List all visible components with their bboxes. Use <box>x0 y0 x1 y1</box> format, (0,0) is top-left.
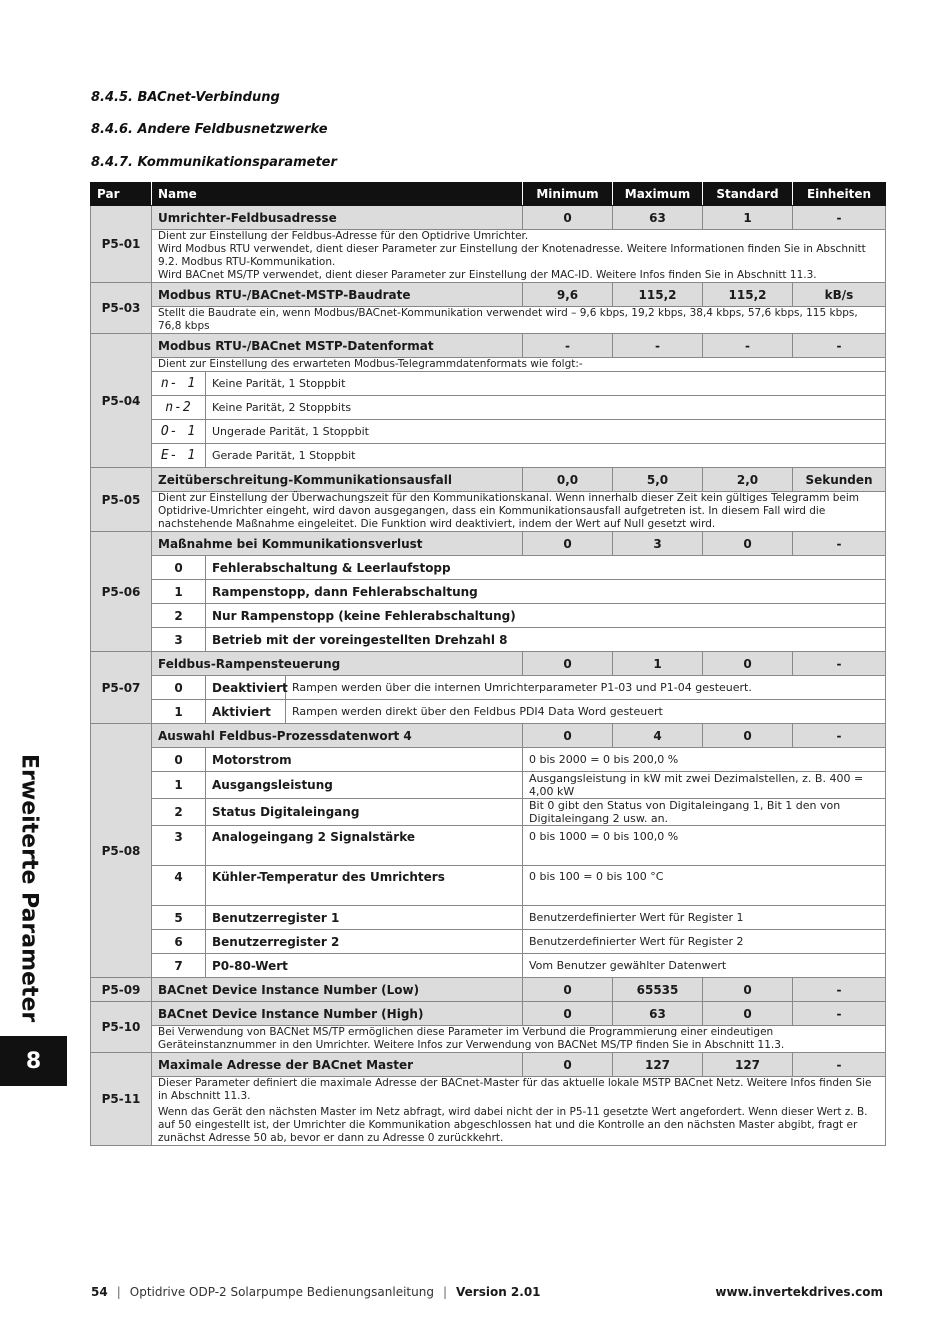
param-default: 115,2 <box>703 283 793 307</box>
option-code: 7 <box>152 954 206 978</box>
option-code: 1 <box>152 700 206 724</box>
option-row <box>91 748 886 772</box>
param-max: 1 <box>613 652 703 676</box>
option-row <box>91 799 886 826</box>
param-min: 0 <box>523 206 613 230</box>
chapter-sidebar-title: Erweiterte Parameter <box>16 753 42 1023</box>
desc-line: Dient zur Einstellung der Feldbus-Adresse für den Optidrive Umrichter. <box>158 230 529 242</box>
param-max: 127 <box>613 1053 703 1077</box>
param-name: Modbus RTU-/BACnet MSTP-Datenformat <box>152 334 523 358</box>
option-label: Benutzerregister 1 <box>206 906 523 930</box>
param-id: P5-01 <box>91 206 152 283</box>
param-unit: - <box>793 1053 886 1077</box>
param-unit: - <box>793 334 886 358</box>
param-default: 0 <box>703 1002 793 1026</box>
param-max: 63 <box>613 1002 703 1026</box>
option-text: Rampen werden über die internen Umrichterparameter P1-03 und P1-04 gesteuert. <box>286 676 886 700</box>
param-name: Auswahl Feldbus-Prozessdatenwort 4 <box>152 724 523 748</box>
param-desc-row <box>91 492 886 532</box>
param-default: 0 <box>703 652 793 676</box>
param-description: Bei Verwendung von BACNet MS/TP ermöglichen diese Parameter im Verbund die Programmierung einer eindeutigen Geräteinstanznummer in den Umrichter. Weitere Infos zur Verwendung von BACNet MS/TP finden Sie in Abschnitt 11.3. <box>152 1026 886 1053</box>
param-id: P5-04 <box>91 334 152 468</box>
desc-line: Wenn das Gerät den nächsten Master im Netz abfragt, wird dabei nicht der in P5-11 gesetzte Wert angefordert. Wenn dieser Wert z. B. auf 50 eingestellt ist, der Umrichter die Kommunikation abgeschlossen hat und die Kontrolle an den nächsten Master abgibt, fragt er zunächst Adresse 50 ab, bevor er dann zu Adresse 0 zurückkehrt. <box>158 1106 868 1144</box>
param-id: P5-11 <box>91 1053 152 1146</box>
option-code: E- 1 <box>152 444 206 468</box>
option-text: Fehlerabschaltung & Leerlaufstopp <box>206 556 886 580</box>
table-header-row <box>91 183 886 206</box>
param-desc-row <box>91 230 886 283</box>
param-max: 4 <box>613 724 703 748</box>
option-text: 0 bis 100 = 0 bis 100 °C <box>523 866 886 906</box>
header-name: Name <box>152 183 523 206</box>
param-name: Maßnahme bei Kommunikationsverlust <box>152 532 523 556</box>
param-min: 0 <box>523 978 613 1002</box>
option-text: Rampen werden direkt über den Feldbus PDI4 Data Word gesteuert <box>286 700 886 724</box>
param-row-p5-06 <box>91 532 886 556</box>
option-text: Ungerade Parität, 1 Stoppbit <box>206 420 886 444</box>
param-max: 5,0 <box>613 468 703 492</box>
param-id: P5-03 <box>91 283 152 334</box>
param-unit: - <box>793 1002 886 1026</box>
param-default: 2,0 <box>703 468 793 492</box>
param-default: 0 <box>703 978 793 1002</box>
param-max: 63 <box>613 206 703 230</box>
header-units: Einheiten <box>793 183 886 206</box>
option-row <box>91 444 886 468</box>
option-code: 0 <box>152 748 206 772</box>
option-code: 6 <box>152 930 206 954</box>
param-description: Dient zur Einstellung der Überwachungszeit für den Kommunikationskanal. Wenn innerhalb dieser Zeit kein gültiges Telegramm beim Optidrive-Umrichter eingeht, wird davon ausgegangen, dass ein Kommunikationsausfall aufgetreten ist. In diesem Fall wird die nachstehende Maßnahme eingeleitet. Die Funktion wird deaktiviert, indem der Wert auf Null gesetzt wird. <box>152 492 886 532</box>
document-title: Optidrive ODP-2 Solarpumpe Bedienungsanleitung <box>129 1285 434 1299</box>
option-label: Status Digitaleingang <box>206 799 523 826</box>
param-min: 0,0 <box>523 468 613 492</box>
param-desc-row <box>91 307 886 334</box>
header-standard: Standard <box>703 183 793 206</box>
option-code: 2 <box>152 799 206 826</box>
footer-separator: | <box>116 1285 121 1299</box>
param-description: Dient zur Einstellung des erwarteten Modbus-Telegrammdatenformats wie folgt:- <box>152 358 886 372</box>
param-min: 9,6 <box>523 283 613 307</box>
param-default: - <box>703 334 793 358</box>
option-text: Nur Rampenstopp (keine Fehlerabschaltung) <box>206 604 886 628</box>
chapter-number-tab: 8 <box>0 1036 67 1086</box>
param-desc-row <box>91 1077 886 1146</box>
option-row <box>91 866 886 906</box>
option-label: Analogeingang 2 Signalstärke <box>206 826 523 866</box>
param-min: 0 <box>523 532 613 556</box>
section-heading-other-fieldbus: 8.4.6. Andere Feldbusnetzwerke <box>91 122 328 137</box>
option-text: Rampenstopp, dann Fehlerabschaltung <box>206 580 886 604</box>
param-id: P5-08 <box>91 724 152 978</box>
option-text: Keine Parität, 2 Stoppbits <box>206 396 886 420</box>
option-label: Ausgangsleistung <box>206 772 523 799</box>
param-default: 0 <box>703 532 793 556</box>
parameter-table <box>90 182 886 1146</box>
param-description <box>152 230 886 283</box>
param-unit: - <box>793 532 886 556</box>
param-id: P5-05 <box>91 468 152 532</box>
param-id: P5-06 <box>91 532 152 652</box>
option-label: Deaktiviert <box>206 676 286 700</box>
param-name: Maximale Adresse der BACnet Master <box>152 1053 523 1077</box>
param-row-p5-11 <box>91 1053 886 1077</box>
option-text: Betrieb mit der voreingestellten Drehzahl 8 <box>206 628 886 652</box>
option-row <box>91 396 886 420</box>
param-unit: Sekunden <box>793 468 886 492</box>
param-default: 0 <box>703 724 793 748</box>
option-code: 4 <box>152 866 206 906</box>
option-text: 0 bis 1000 = 0 bis 100,0 % <box>523 826 886 866</box>
param-default: 1 <box>703 206 793 230</box>
option-label: Aktiviert <box>206 700 286 724</box>
param-row-p5-08 <box>91 724 886 748</box>
desc-line: Dieser Parameter definiert die maximale Adresse der BACnet-Master für das aktuelle lokale MSTP BACnet Netz. Weitere Infos finden Sie in Abschnitt 11.3. <box>158 1077 872 1102</box>
param-row-p5-03 <box>91 283 886 307</box>
option-code: 1 <box>152 580 206 604</box>
param-row-p5-07 <box>91 652 886 676</box>
section-heading-comm-params: 8.4.7. Kommunikationsparameter <box>91 155 337 170</box>
option-text: Ausgangsleistung in kW mit zwei Dezimalstellen, z. B. 400 = 4,00 kW <box>523 772 886 799</box>
param-min: 0 <box>523 724 613 748</box>
option-row <box>91 700 886 724</box>
option-code: n- 1 <box>152 372 206 396</box>
param-row-p5-04 <box>91 334 886 358</box>
param-name: BACnet Device Instance Number (Low) <box>152 978 523 1002</box>
option-text: Bit 0 gibt den Status von Digitaleingang 1, Bit 1 den von Digitaleingang 2 usw. an. <box>523 799 886 826</box>
option-text: Keine Parität, 1 Stoppbit <box>206 372 886 396</box>
header-minimum: Minimum <box>523 183 613 206</box>
param-name: Feldbus-Rampensteuerung <box>152 652 523 676</box>
option-label: Benutzerregister 2 <box>206 930 523 954</box>
param-min: 0 <box>523 1002 613 1026</box>
param-desc-row <box>91 1026 886 1053</box>
desc-line: Wird BACnet MS/TP verwendet, dient dieser Parameter zur Einstellung der MAC-ID. Weitere Infos finden Sie in Abschnitt 11.3. <box>158 269 817 281</box>
option-row <box>91 628 886 652</box>
option-text: Vom Benutzer gewählter Datenwert <box>523 954 886 978</box>
option-text: Benutzerdefinierter Wert für Register 2 <box>523 930 886 954</box>
param-min: 0 <box>523 1053 613 1077</box>
param-row-p5-09 <box>91 978 886 1002</box>
param-desc-row <box>91 358 886 372</box>
param-unit: - <box>793 978 886 1002</box>
param-name: Umrichter-Feldbusadresse <box>152 206 523 230</box>
param-unit: - <box>793 724 886 748</box>
footer-separator: | <box>442 1285 448 1299</box>
param-min: - <box>523 334 613 358</box>
param-min: 0 <box>523 652 613 676</box>
option-row <box>91 420 886 444</box>
param-unit: - <box>793 652 886 676</box>
param-name: Zeitüberschreitung-Kommunikationsausfall <box>152 468 523 492</box>
option-text: 0 bis 2000 = 0 bis 200,0 % <box>523 748 886 772</box>
param-row-p5-05 <box>91 468 886 492</box>
option-row <box>91 372 886 396</box>
option-code: 3 <box>152 826 206 866</box>
option-row <box>91 676 886 700</box>
param-id: P5-07 <box>91 652 152 724</box>
option-row <box>91 930 886 954</box>
param-unit: - <box>793 206 886 230</box>
option-label: P0-80-Wert <box>206 954 523 978</box>
option-label: Motorstrom <box>206 748 523 772</box>
param-description <box>152 1077 886 1146</box>
option-text: Gerade Parität, 1 Stoppbit <box>206 444 886 468</box>
option-label: Kühler-Temperatur des Umrichters <box>206 866 523 906</box>
param-max: 65535 <box>613 978 703 1002</box>
website-link[interactable]: www.invertekdrives.com <box>715 1285 883 1299</box>
param-max: 3 <box>613 532 703 556</box>
option-code: 3 <box>152 628 206 652</box>
page-footer <box>91 1285 883 1299</box>
option-row <box>91 556 886 580</box>
option-row <box>91 580 886 604</box>
option-row <box>91 772 886 799</box>
option-row <box>91 826 886 866</box>
option-code: 0 <box>152 676 206 700</box>
param-unit: kB/s <box>793 283 886 307</box>
param-id: P5-10 <box>91 1002 152 1053</box>
option-code: 2 <box>152 604 206 628</box>
option-code: O- 1 <box>152 420 206 444</box>
param-default: 127 <box>703 1053 793 1077</box>
option-row <box>91 954 886 978</box>
param-name: Modbus RTU-/BACnet-MSTP-Baudrate <box>152 283 523 307</box>
param-max: - <box>613 334 703 358</box>
option-code: 0 <box>152 556 206 580</box>
param-row-p5-10 <box>91 1002 886 1026</box>
option-text: Benutzerdefinierter Wert für Register 1 <box>523 906 886 930</box>
header-par: Par <box>91 183 152 206</box>
page-number: 54 <box>91 1285 108 1299</box>
option-code: n-2 <box>152 396 206 420</box>
param-max: 115,2 <box>613 283 703 307</box>
option-row <box>91 906 886 930</box>
header-maximum: Maximum <box>613 183 703 206</box>
document-version: Version 2.01 <box>456 1285 541 1299</box>
param-name: BACnet Device Instance Number (High) <box>152 1002 523 1026</box>
option-row <box>91 604 886 628</box>
param-row-p5-01 <box>91 206 886 230</box>
option-code: 5 <box>152 906 206 930</box>
section-heading-bacnet: 8.4.5. BACnet-Verbindung <box>91 90 280 105</box>
option-code: 1 <box>152 772 206 799</box>
param-id: P5-09 <box>91 978 152 1002</box>
param-description: Stellt die Baudrate ein, wenn Modbus/BACnet-Kommunikation verwendet wird – 9,6 kbps, 19,2 kbps, 38,4 kbps, 57,6 kbps, 115 kbps, 76,8 kbps <box>152 307 886 334</box>
desc-line: Wird Modbus RTU verwendet, dient dieser Parameter zur Einstellung der Knotenadresse. Weitere Informationen finden Sie in Abschnitt 9.2. Modbus RTU-Kommunikation. <box>158 243 866 268</box>
